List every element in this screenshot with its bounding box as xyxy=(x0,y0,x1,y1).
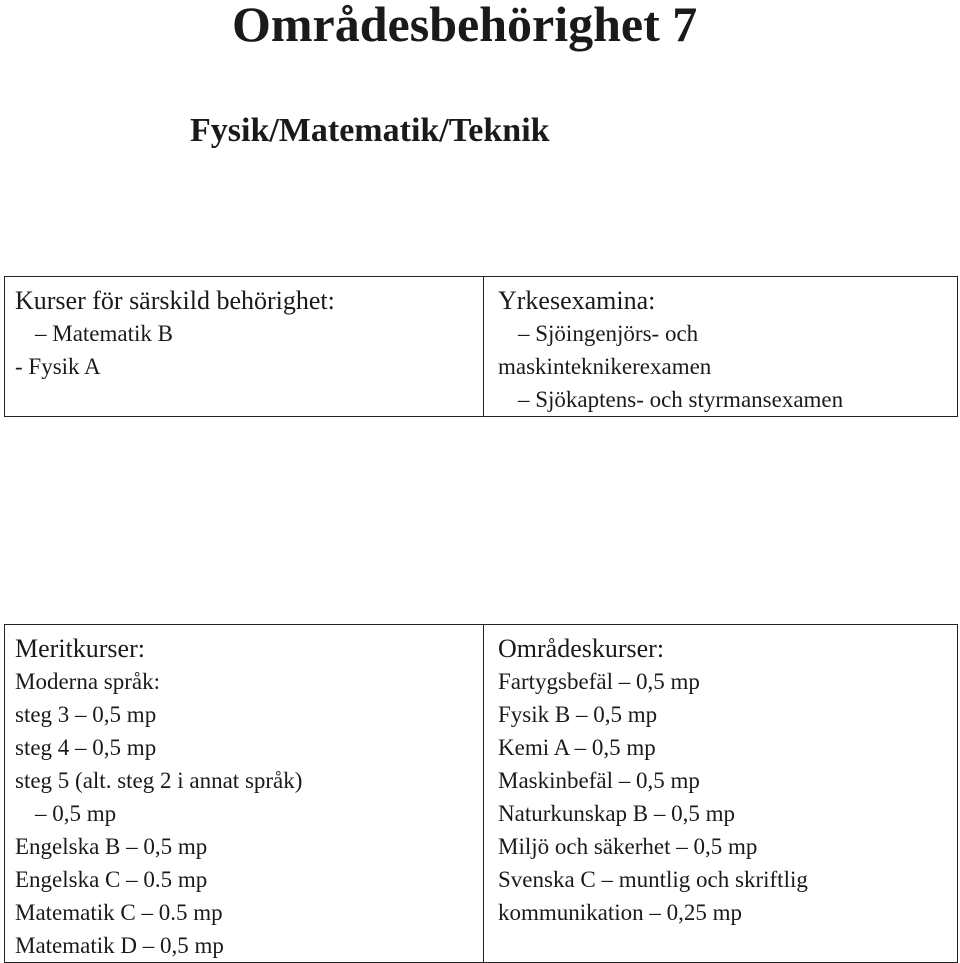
merit-course-item: Moderna språk: xyxy=(15,669,160,694)
degrees-cell xyxy=(484,277,958,417)
merit-course-item: steg 3 – 0,5 mp xyxy=(15,702,157,727)
page-title: Områdesbehörighet 7 xyxy=(232,0,698,52)
merit-course-item: Matematik C – 0.5 mp xyxy=(15,900,223,925)
special-eligibility-item: - Fysik A xyxy=(15,354,101,379)
merit-course-item: Engelska C – 0.5 mp xyxy=(15,867,208,892)
degree-item: – Sjöingenjörs- och xyxy=(518,321,699,346)
requirements-table xyxy=(4,276,958,417)
merit-course-item: – 0,5 mp xyxy=(35,801,117,826)
special-eligibility-cell xyxy=(5,277,484,417)
area-course-item: kommunikation – 0,25 mp xyxy=(498,900,743,925)
merit-courses-cell xyxy=(5,625,484,963)
merit-courses-heading: Meritkurser: xyxy=(15,634,145,663)
area-course-item: Miljö och säkerhet – 0,5 mp xyxy=(498,834,758,859)
area-courses-heading: Områdeskurser: xyxy=(498,634,665,663)
area-course-item: Svenska C – muntlig och skriftlig xyxy=(498,867,808,892)
area-courses-cell xyxy=(484,625,958,963)
degree-item: – Sjökaptens- och styrmansexamen xyxy=(518,387,844,412)
degrees-heading: Yrkesexamina: xyxy=(498,286,656,315)
merit-course-item: steg 4 – 0,5 mp xyxy=(15,735,157,760)
degree-item: maskinteknikerexamen xyxy=(498,354,712,379)
special-eligibility-item: – Matematik B xyxy=(35,321,173,346)
area-course-item: Maskinbefäl – 0,5 mp xyxy=(498,768,700,793)
area-course-item: Fartygsbefäl – 0,5 mp xyxy=(498,669,700,694)
courses-table xyxy=(4,624,958,963)
merit-course-item: Engelska B – 0,5 mp xyxy=(15,834,208,859)
page-subtitle: Fysik/Matematik/Teknik xyxy=(190,112,550,149)
merit-course-item: Matematik D – 0,5 mp xyxy=(15,933,224,958)
merit-course-item: steg 5 (alt. steg 2 i annat språk) xyxy=(15,768,303,793)
area-course-item: Kemi A – 0,5 mp xyxy=(498,735,656,760)
area-course-item: Naturkunskap B – 0,5 mp xyxy=(498,801,736,826)
special-eligibility-heading: Kurser för särskild behörighet: xyxy=(15,286,335,315)
area-course-item: Fysik B – 0,5 mp xyxy=(498,702,658,727)
